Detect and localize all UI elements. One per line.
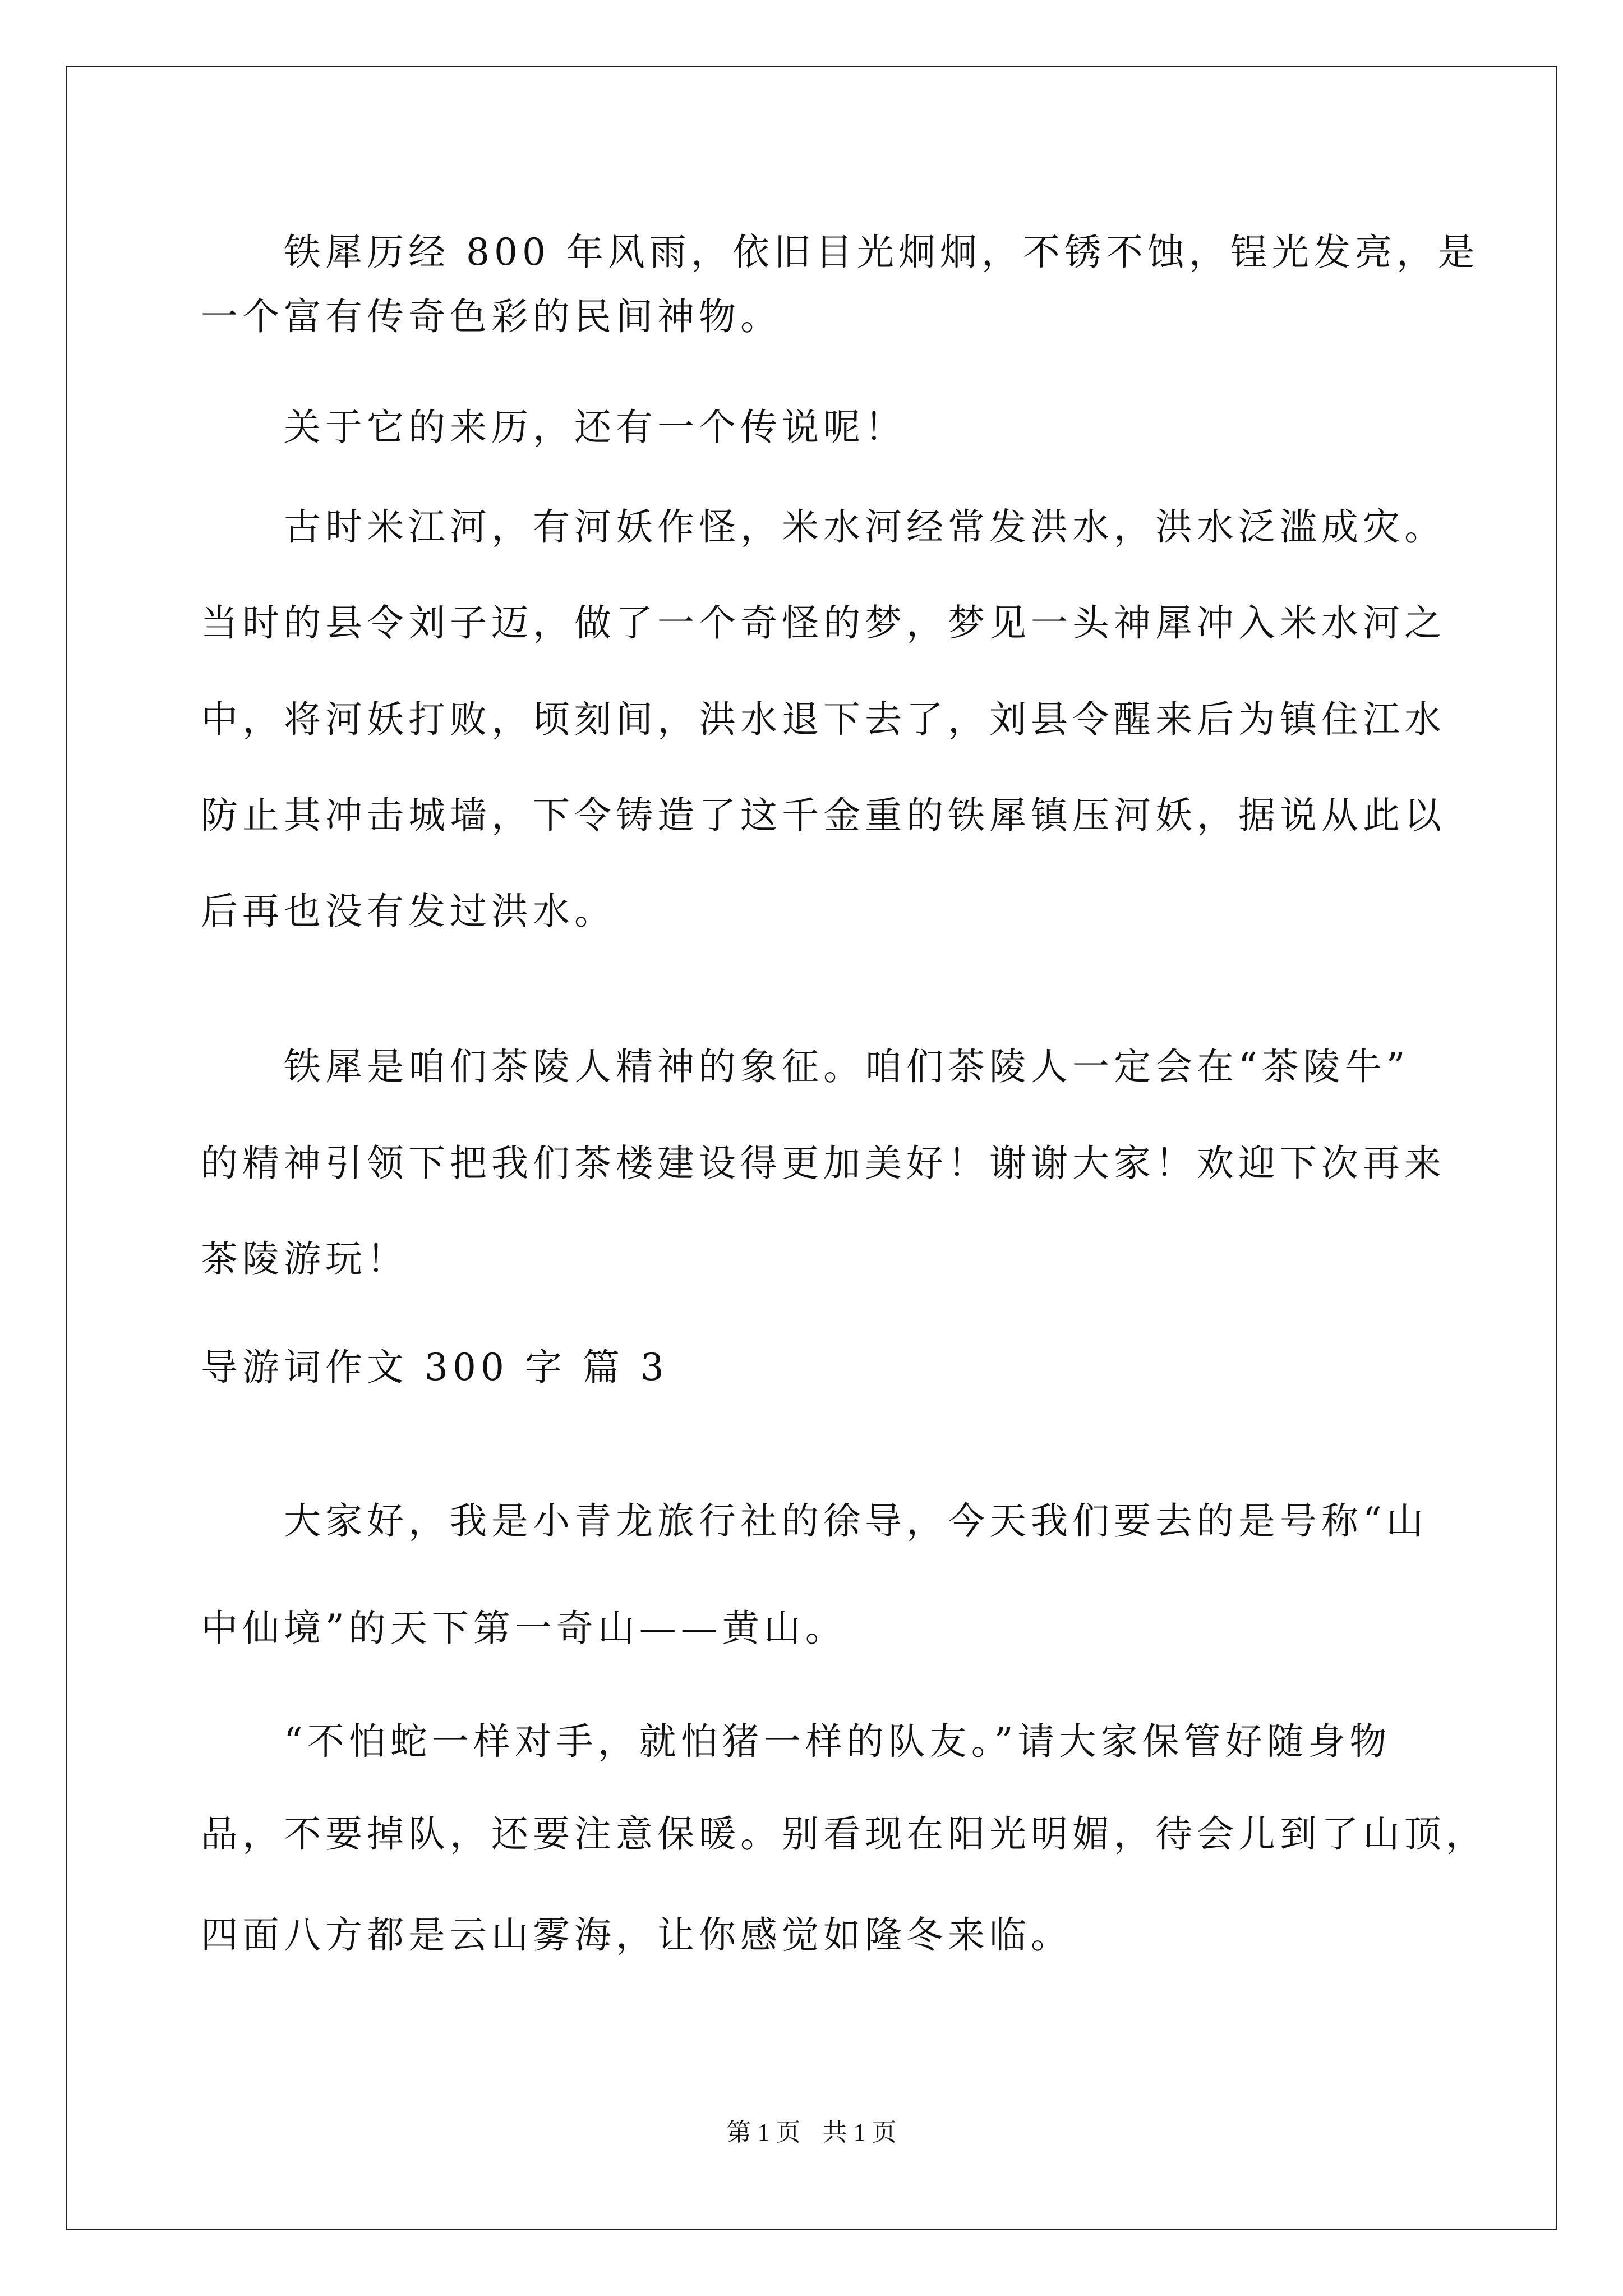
section-heading: 导游词作文 300 字 篇 3	[201, 1346, 668, 1389]
paragraph-3-line-3: 中，将河妖打败，顷刻间，洪水退下去了，刘县令醒来后为镇住江水	[201, 698, 1446, 741]
total-pages: 共 1 页	[822, 2119, 897, 2146]
paragraph-2-line-1: 关于它的来历，还有一个传说呢！	[284, 406, 906, 449]
paragraph-6-line-3: 四面八方都是云山雾海，让你感觉如隆冬来临。	[201, 1913, 1072, 1957]
paragraph-1-line-2: 一个富有传奇色彩的民间神物。	[201, 295, 782, 338]
paragraph-4-line-1: 铁犀是咱们茶陵人精神的象征。咱们茶陵人一定会在“茶陵牛”	[284, 1045, 1410, 1088]
paragraph-3-line-5: 后再也没有发过洪水。	[201, 890, 616, 933]
paragraph-3-line-1: 古时米江河，有河妖作怪，米水河经常发洪水，洪水泛滥成灾。	[284, 505, 1446, 549]
paragraph-5-line-2: 中仙境”的天下第一奇山——黄山。	[201, 1607, 847, 1650]
paragraph-4-line-2: 的精神引领下把我们茶楼建设得更加美好！谢谢大家！欢迎下次再来	[201, 1142, 1446, 1185]
page-footer	[0, 2117, 1623, 2148]
paragraph-1-line-1: 铁犀历经 800 年风雨，依旧目光炯炯，不锈不蚀，锃光发亮，是	[284, 231, 1479, 274]
paragraph-6-line-2: 品，不要掉队，还要注意保暖。别看现在阳光明媚，待会儿到了山顶，	[201, 1812, 1487, 1856]
paragraph-3-line-2: 当时的县令刘子迈，做了一个奇怪的梦，梦见一头神犀冲入米水河之	[201, 601, 1446, 645]
current-page-number: 第 1 页	[726, 2119, 801, 2146]
paragraph-6-line-1: “不怕蛇一样对手，就怕猪一样的队友。”请大家保管好随身物	[284, 1720, 1391, 1763]
paragraph-4-line-3: 茶陵游玩！	[201, 1237, 408, 1281]
paragraph-5-line-1: 大家好，我是小青龙旅行社的徐导，今天我们要去的是号称“山	[284, 1499, 1428, 1543]
paragraph-3-line-4: 防止其冲击城墙，下令铸造了这千金重的铁犀镇压河妖，据说从此以	[201, 794, 1446, 837]
